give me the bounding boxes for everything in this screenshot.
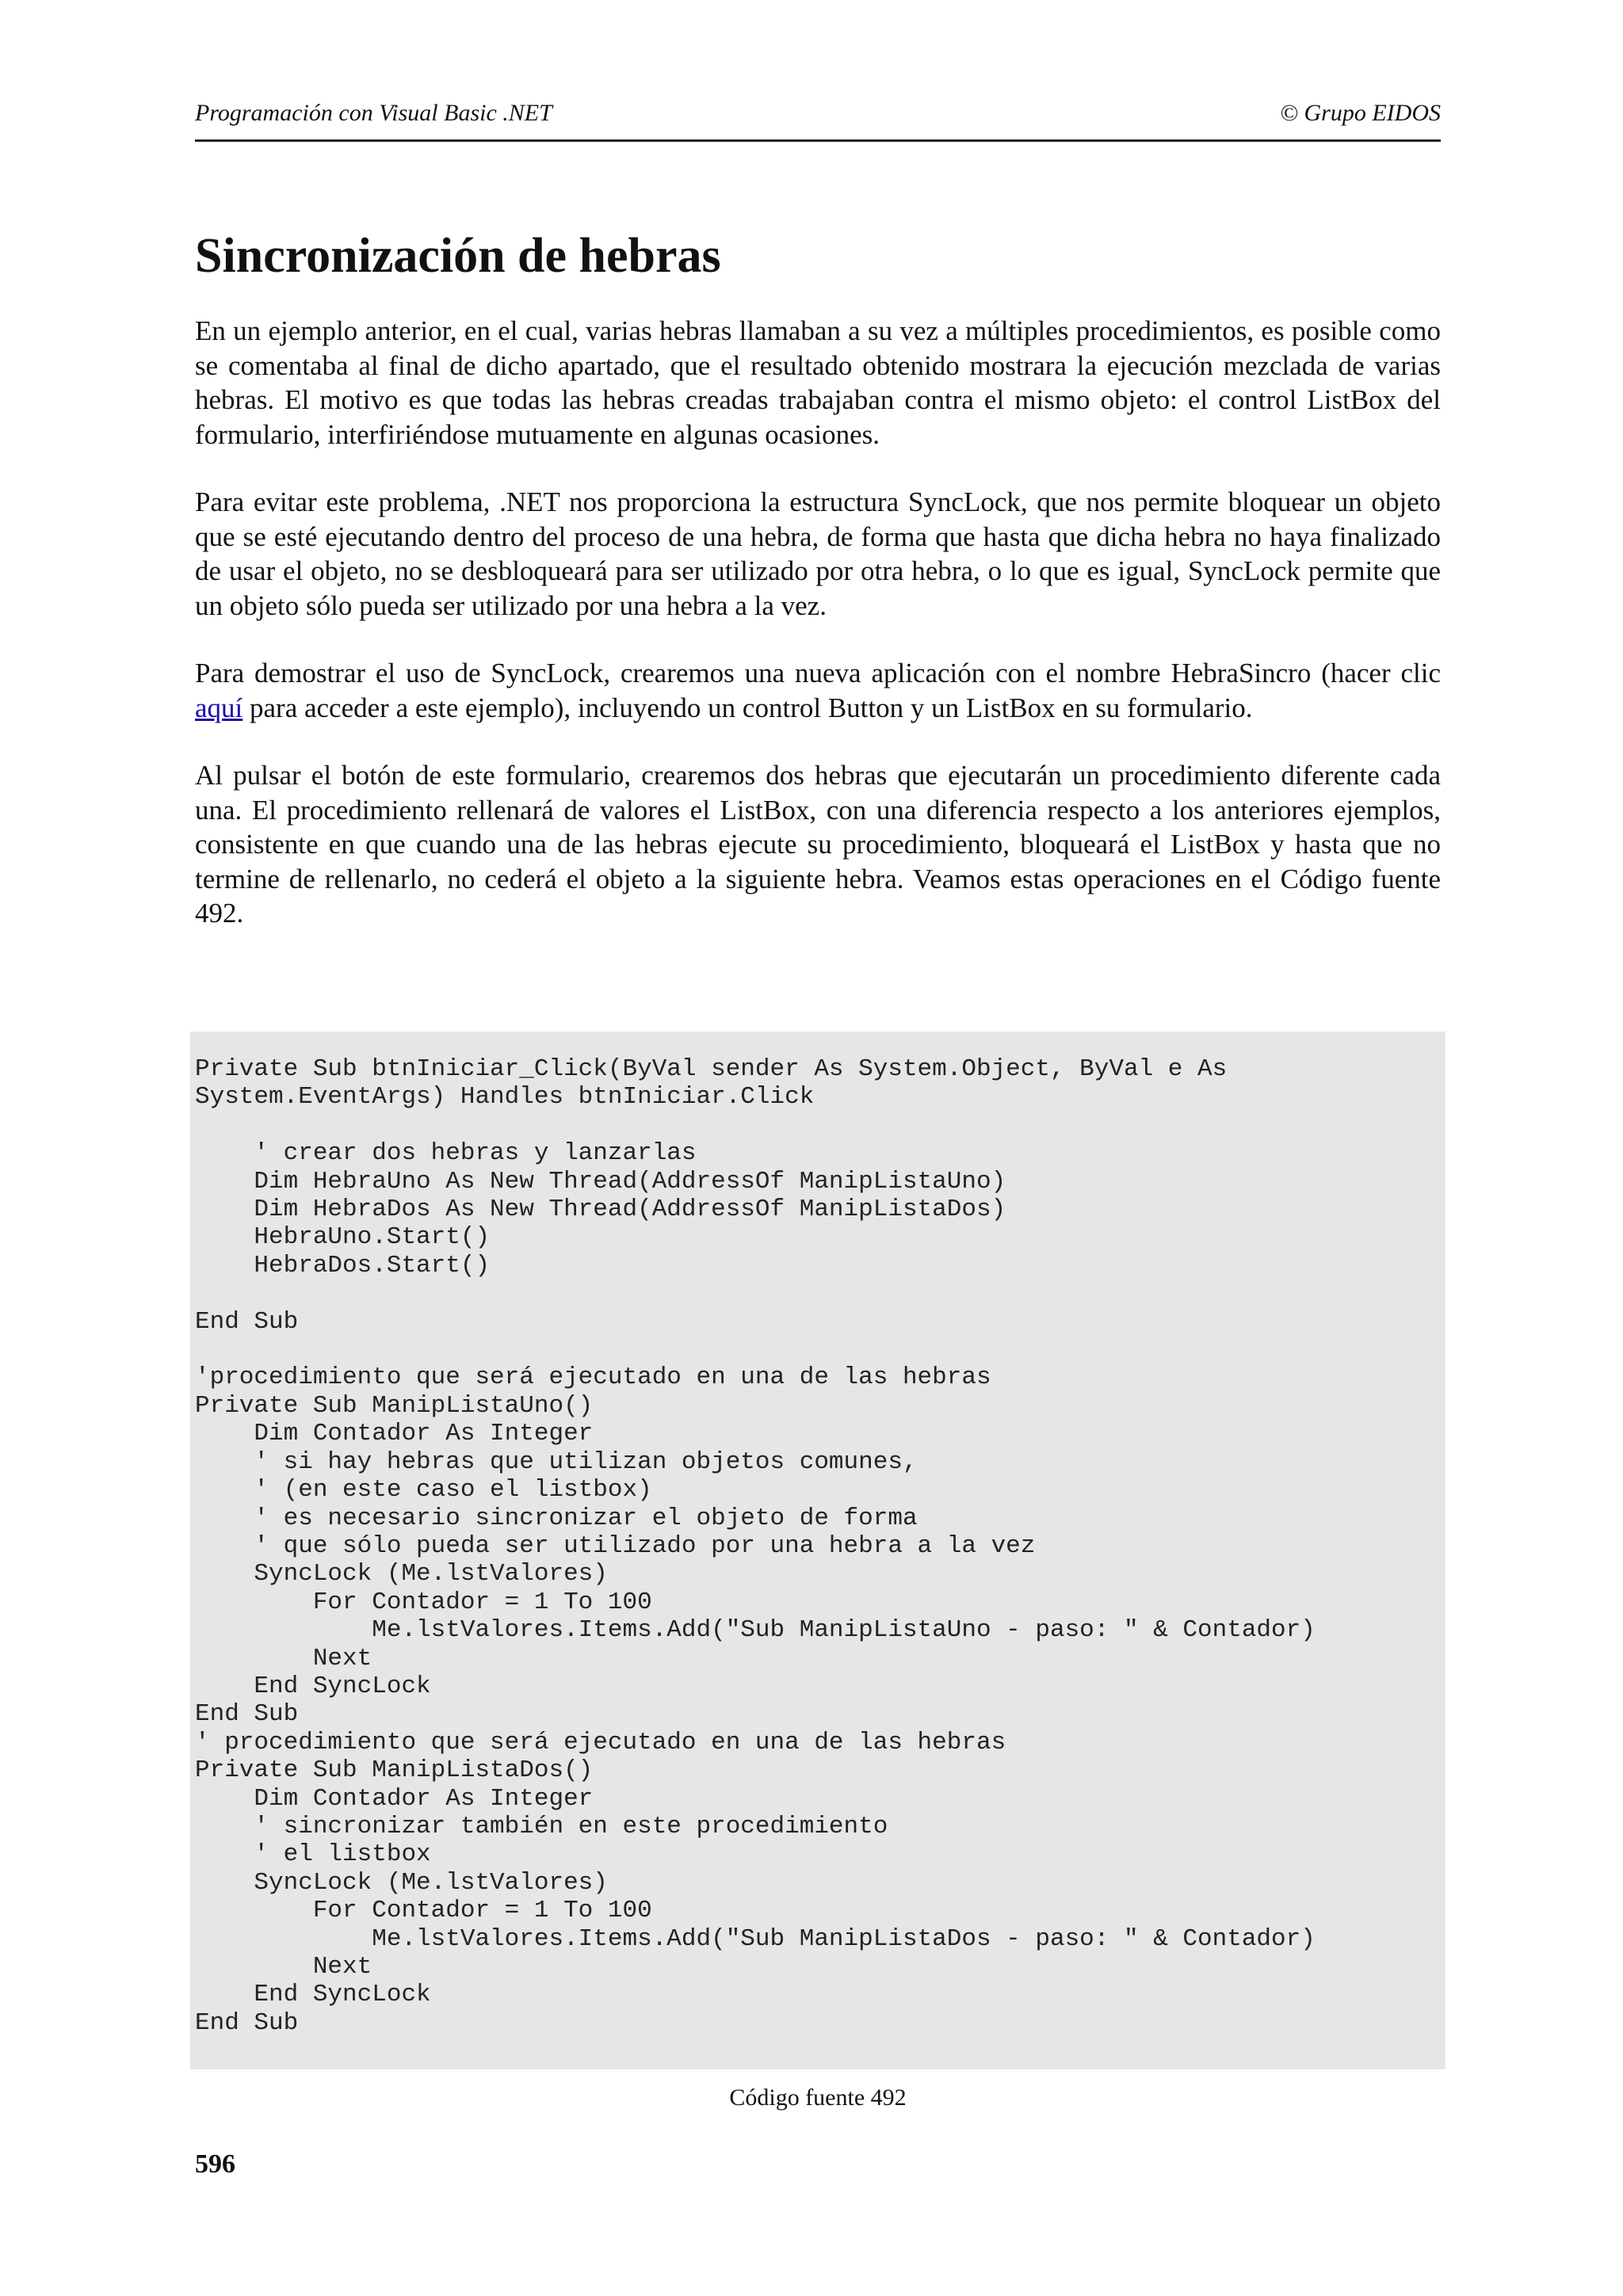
paragraph-example: [195, 656, 1441, 725]
document-page: [195, 0, 1441, 2296]
code-text: Private Sub btnIniciar_Click(ByVal sender As System.Object, ByVal e As System.EventArgs) Handles btnIniciar.Click ' crear dos hebras y lanzarlas Dim HebraUno As New Thread(AddressOf ManipListaUno) Dim HebraDos As New Thread(AddressOf ManipListaDos) HebraUno.Start() HebraDos.Start() End Sub 'procedimiento que será ejecutado en una de las hebras Private Sub ManipListaUno() Dim Contador As Integer ' si hay hebras que utilizan objetos comunes, ' (en este caso el listbox) ' es necesario sincronizar el objeto de forma ' que sólo pueda ser utilizado por una hebra a la vez SyncLock (Me.lstValores) For Contador = 1 To 100 Me.lstValores.Items.Add("Sub ManipListaUno - paso: " & Contador) Next End SyncLock End Sub ' procedimiento que será ejecutado en una de las hebras Private Sub ManipListaDos() Dim Contador As Integer ' sincronizar también en este procedimiento ' el listbox SyncLock (Me.lstValores) For Contador = 1 To 100 Me.lstValores.Items.Add("Sub ManipListaDos - paso: " & Contador) Next End SyncLock End Sub: [195, 1055, 1316, 2037]
page-number: 596: [195, 2149, 235, 2179]
publisher-copyright: © Grupo EIDOS: [1280, 100, 1441, 126]
example-link[interactable]: aquí: [195, 692, 243, 723]
code-caption: Código fuente 492: [729, 2084, 907, 2111]
paragraph-example-text-after: para acceder a este ejemplo), incluyendo un control Button y un ListBox en su formulario.: [242, 692, 1253, 723]
paragraph-intro: En un ejemplo anterior, en el cual, varias hebras llamaban a su vez a múltiples procedimientos, es posible como se comentaba al final de dicho apartado, que el resultado obtenido mostrara la ejecución mezclada de varias hebras. El motivo es que todas las hebras creadas trabajaban contra el mismo objeto: el control ListBox del formulario, interfiriéndose mutuamente en algunas ocasiones.: [195, 315, 1441, 450]
section-title: Sincronización de hebras: [195, 229, 721, 283]
paragraph-button: Al pulsar el botón de este formulario, crearemos dos hebras que ejecutarán un procedimiento diferente cada una. El procedimiento rellenará de valores el ListBox, con una diferencia respecto a los anteriores ejemplos, consistente en que cuando una de las hebras ejecute su procedimiento, bloqueará el ListBox y hasta que no termine de rellenarlo, no cederá el objeto a la siguiente hebra. Veamos estas operaciones en el Código fuente 492.: [195, 760, 1441, 929]
code-listing: [190, 1032, 1445, 2069]
paragraph-example-text-before: Para demostrar el uso de SyncLock, crearemos una nueva aplicación con el nombre HebraSincro (hacer clic: [195, 658, 1441, 688]
paragraph-synclock: Para evitar este problema, .NET nos proporciona la estructura SyncLock, que nos permite bloquear un objeto que se esté ejecutando dentro del proceso de una hebra, de forma que hasta que dicha hebra no haya finalizado de usar el objeto, no se desbloqueará para ser utilizado por otra hebra, o lo que es igual, SyncLock permite que un objeto sólo pueda ser utilizado por una hebra a la vez.: [195, 486, 1441, 621]
book-title: Programación con Visual Basic .NET: [195, 100, 552, 126]
body-text: [195, 314, 1441, 964]
running-header: [195, 93, 1441, 142]
